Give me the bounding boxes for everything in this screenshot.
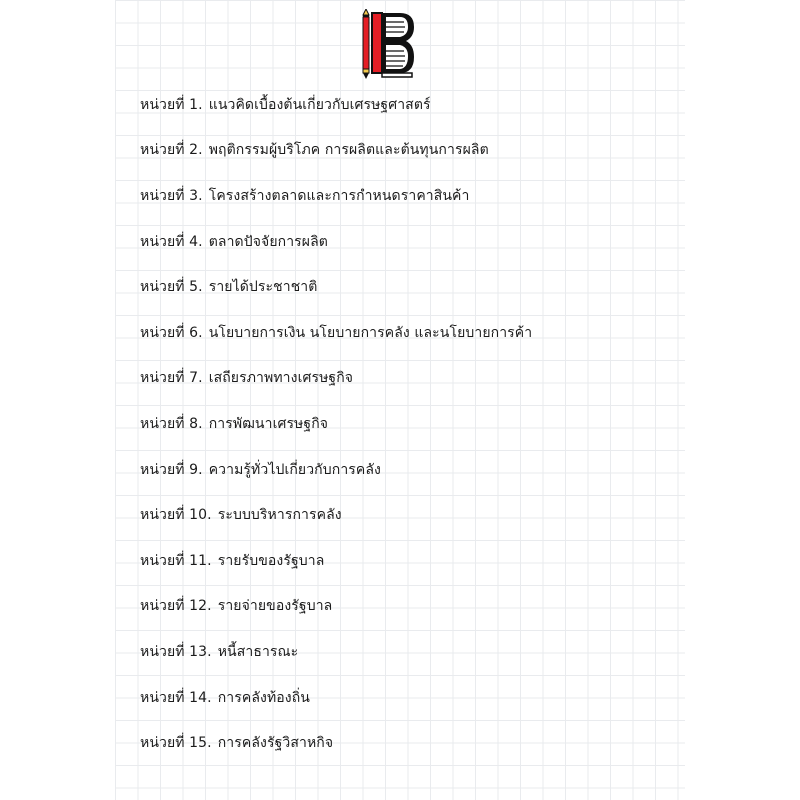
- unit-title: พฤติกรรมผู้บริโภค การผลิตและต้นทุนการผลิต: [208, 142, 489, 159]
- unit-number: หน่วยที่ 5.: [140, 279, 203, 296]
- unit-title: หนี้สาธารณะ: [217, 643, 299, 660]
- list-item: [140, 82, 532, 128]
- unit-number: หน่วยที่ 3.: [140, 187, 203, 204]
- unit-title: ความรู้ทั่วไปเกี่ยวกับการคลัง: [208, 461, 381, 478]
- unit-title: รายได้ประชาชาติ: [208, 279, 318, 296]
- list-item: [140, 401, 532, 447]
- unit-number: หน่วยที่ 9.: [140, 461, 203, 478]
- unit-number: หน่วยที่ 11.: [140, 552, 212, 569]
- unit-title: การพัฒนาเศรษฐกิจ: [208, 415, 329, 432]
- unit-title: การคลังท้องถิ่น: [217, 689, 310, 706]
- unit-title: แนวคิดเบื้องต้นเกี่ยวกับเศรษฐศาสตร์: [208, 96, 431, 113]
- unit-title: นโยบายการเงิน นโยบายการคลัง และนโยบายการค้า: [208, 324, 533, 341]
- list-item: [140, 720, 532, 766]
- list-item: [140, 310, 532, 356]
- unit-title: โครงสร้างตลาดและการกำหนดราคาสินค้า: [208, 187, 470, 204]
- list-item: [140, 219, 532, 265]
- unit-number: หน่วยที่ 7.: [140, 370, 203, 387]
- unit-title: ระบบบริหารการคลัง: [217, 507, 342, 524]
- list-item: [140, 173, 532, 219]
- list-item: [140, 492, 532, 538]
- unit-number: หน่วยที่ 10.: [140, 507, 212, 524]
- list-item: [140, 675, 532, 721]
- book-pencil-graphic: [360, 9, 416, 81]
- unit-number: หน่วยที่ 8.: [140, 415, 203, 432]
- unit-number: หน่วยที่ 6.: [140, 324, 203, 341]
- list-item: [140, 128, 532, 174]
- unit-number: หน่วยที่ 12.: [140, 598, 212, 615]
- unit-number: หน่วยที่ 4.: [140, 233, 203, 250]
- unit-number: หน่วยที่ 13.: [140, 643, 212, 660]
- unit-title: รายจ่ายของรัฐบาล: [217, 598, 333, 615]
- unit-number: หน่วยที่ 2.: [140, 142, 203, 159]
- list-item: [140, 264, 532, 310]
- unit-list: [140, 82, 532, 766]
- book-pencil-icon: [360, 9, 416, 81]
- unit-title: การคลังรัฐวิสาหกิจ: [217, 735, 334, 752]
- list-item: [140, 538, 532, 584]
- unit-number: หน่วยที่ 14.: [140, 689, 212, 706]
- unit-title: ตลาดปัจจัยการผลิต: [208, 233, 328, 250]
- list-item: [140, 356, 532, 402]
- unit-title: รายรับของรัฐบาล: [217, 552, 325, 569]
- list-item: [140, 629, 532, 675]
- list-item: [140, 584, 532, 630]
- unit-number: หน่วยที่ 15.: [140, 735, 212, 752]
- unit-title: เสถียรภาพทางเศรษฐกิจ: [208, 370, 354, 387]
- unit-number: หน่วยที่ 1.: [140, 96, 203, 113]
- list-item: [140, 447, 532, 493]
